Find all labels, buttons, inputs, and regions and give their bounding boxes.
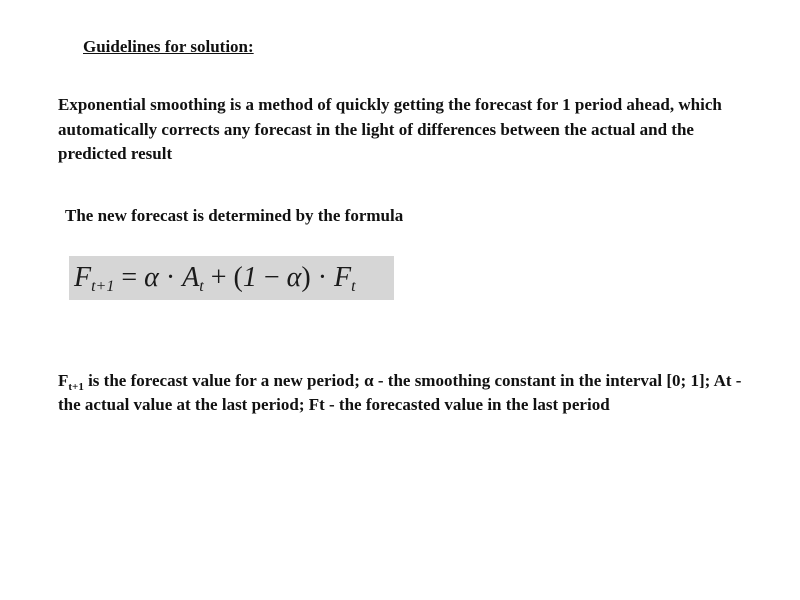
formula-equals: = bbox=[114, 262, 145, 293]
formula-alpha: α bbox=[144, 262, 159, 293]
formula-paren-open: ( bbox=[233, 262, 243, 293]
formula-paren-close: ) bbox=[301, 262, 311, 293]
formula-forecast-subscript: t bbox=[351, 278, 356, 295]
legend-text: is the forecast value for a new period; α - the smoothing constant in the interval [0; 1]; At - the actual value at the last period; Ft - the forecasted value in the last period bbox=[58, 371, 742, 414]
intro-paragraph: Exponential smoothing is a method of quickly getting the forecast for 1 period ahead, which automatically corrects any forecast in the light of differences between the actual and the predicted result bbox=[58, 95, 722, 163]
formula-plus: + bbox=[203, 262, 234, 293]
formula-forecast-symbol: F bbox=[334, 262, 352, 293]
legend-forecast-symbol: F bbox=[58, 371, 69, 390]
guidelines-heading: Guidelines for solution: bbox=[83, 37, 254, 56]
smoothing-formula bbox=[69, 256, 394, 300]
formula-alpha-2: α bbox=[286, 262, 302, 293]
formula-dot-2: · bbox=[310, 262, 335, 293]
formula-lhs-subscript: t+1 bbox=[91, 278, 115, 295]
legend-forecast-subscript: t+1 bbox=[68, 381, 84, 393]
formula-minus: − bbox=[256, 262, 287, 293]
formula-dot: · bbox=[158, 262, 183, 293]
formula-lead-text: The new forecast is determined by the formula bbox=[65, 206, 404, 225]
formula-lhs-symbol: F bbox=[74, 262, 92, 293]
formula-actual-symbol: A bbox=[182, 262, 200, 293]
formula-legend bbox=[58, 369, 748, 417]
formula-one: 1 bbox=[242, 262, 257, 293]
formula-actual-subscript: t bbox=[199, 278, 204, 295]
